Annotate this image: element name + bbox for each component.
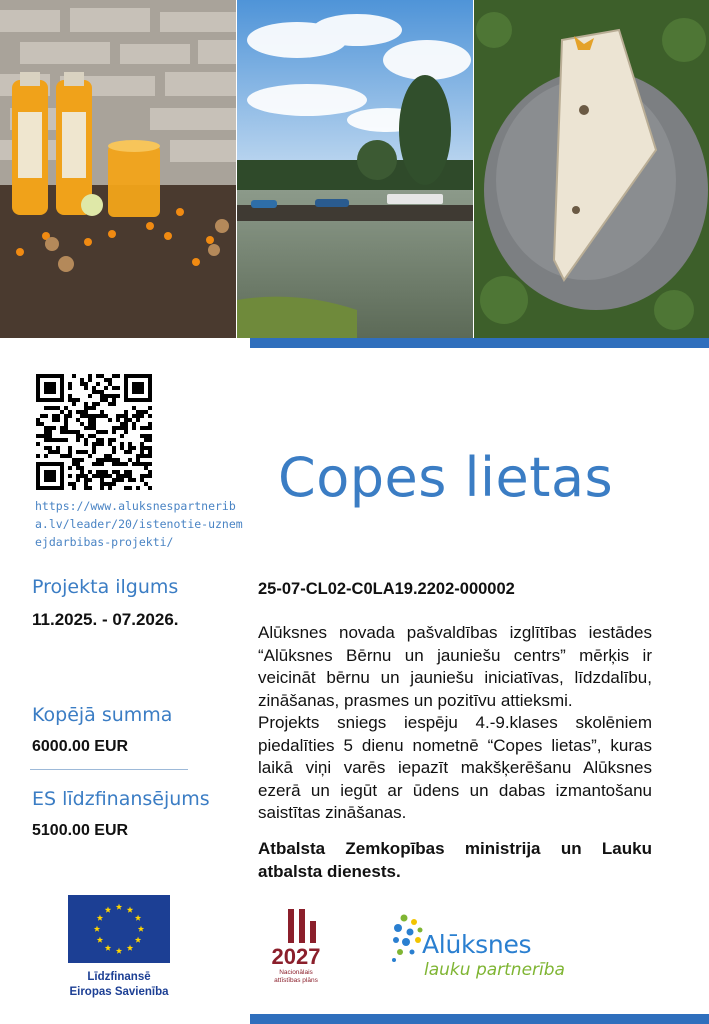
qr-url-link[interactable]: https://www.aluksnespartneriba.lv/leader/20/istenotie-uznemejdarbibas-projekti/: [35, 499, 243, 549]
duration-value: 11.2025. - 07.2026.: [32, 610, 179, 629]
eu-caption: [60, 970, 178, 1000]
nap-year: 2027: [271, 944, 321, 969]
eu-flag-icon: [68, 895, 170, 963]
project-code: 25-07-CL02-C0LA19.2202-000002: [258, 580, 515, 598]
juice-photo: [0, 0, 236, 338]
qr-code[interactable]: [36, 374, 152, 490]
nap-caption-line1: Nacionālais: [279, 969, 313, 976]
eu-cofinancing-label: ES līdzfinansējums: [32, 788, 210, 810]
photo-strip: [0, 0, 709, 338]
project-description: [258, 622, 652, 825]
support-statement: Atbalsta Zemkopības ministrija un Lauku atbalsta dienests.: [258, 839, 652, 881]
nap-caption: [262, 969, 330, 985]
accent-bar-bottom: [250, 1014, 709, 1024]
description-paragraph: Alūksnes novada pašvaldības izglītības iestādes “Alūksnes Bērnu un jauniešu centrs” mērķis ir veicināt bērnu un jauniešu iniciatīvas, līdzdalību, zināšanas, prasmes un pozitīvu attieksmi.: [258, 623, 652, 710]
total-amount-value: 6000.00 EUR: [32, 738, 129, 755]
duration-label: Projekta ilgums: [32, 576, 179, 598]
page-title: Copes lietas: [278, 446, 614, 509]
eu-caption-line2: Eiropas Savienība: [69, 986, 169, 998]
description-paragraph: Projekts sniegs iespēju 4.-9.klases skolēniem piedalīties 5 dienu nometnē “Copes lietas”, kuras laikā viņi varēs iepazīt makšķerēšanu Alūksnes ezerā un iegūt ar ūdens un dabas izmantošanu saistītas zināšanas.: [258, 713, 652, 822]
partner-name: Alūksnes: [422, 930, 532, 959]
accent-bar-top: [250, 338, 709, 348]
divider: [30, 769, 188, 770]
eu-caption-line1: Līdzfinansē: [87, 971, 151, 983]
nap-caption-line2: attīstības plāns: [274, 977, 318, 984]
eu-cofinancing-value: 5100.00 EUR: [32, 822, 129, 839]
partner-subtitle: lauku partnerība: [424, 960, 565, 980]
lake-photo: [237, 0, 473, 338]
kokle-photo: [474, 0, 709, 338]
total-amount-label: Kopējā summa: [32, 704, 173, 726]
